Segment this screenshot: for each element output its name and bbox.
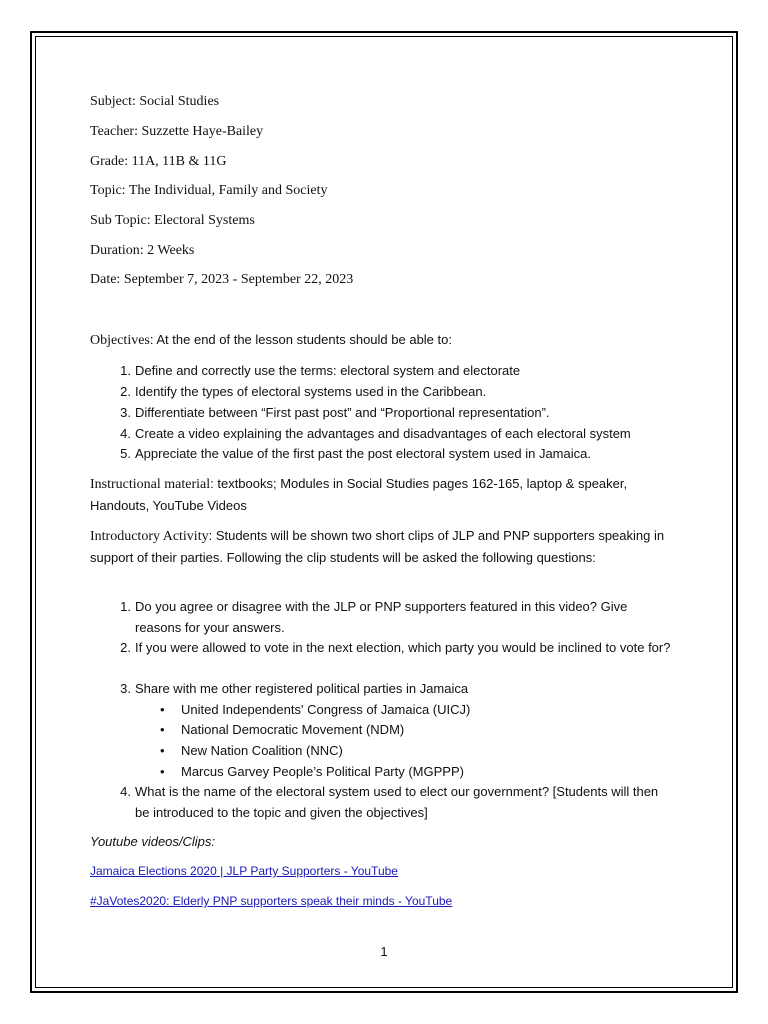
objectives-heading	[90, 331, 452, 349]
objective-item: 3. Differentiate between “First past post” and “Proportional representation”.	[120, 405, 550, 420]
introductory-activity	[90, 526, 675, 568]
objectives-intro: : At the end of the lesson students should be able to:	[149, 332, 452, 347]
jlp-video-link[interactable]: Jamaica Elections 2020 | JLP Party Supporters - YouTube	[90, 864, 398, 878]
pnp-video-link[interactable]: #JaVotes2020: Elderly PNP supporters speak their minds - YouTube	[90, 894, 453, 908]
duration-line: Duration: 2 Weeks	[90, 243, 195, 258]
instructional-text: : textbooks; Modules in Social Studies pages 162-165, laptop & speaker, Handouts, YouTube Videos	[90, 476, 628, 513]
objectives-label: Objectives	[90, 333, 150, 348]
party-item: • United Independents' Congress of Jamaica (UICJ)	[160, 702, 471, 717]
party-item: • National Democratic Movement (NDM)	[160, 722, 405, 737]
date-line: Date: September 7, 2023 - September 22, 2023	[90, 272, 354, 287]
objective-item: 5. Appreciate the value of the first past the post electoral system used in Jamaica.	[120, 446, 591, 461]
subject-line: Subject: Social Studies	[90, 94, 220, 109]
instructional-label: Instructional material	[90, 477, 211, 492]
grade-line: Grade: 11A, 11B & 11G	[90, 154, 227, 169]
videos-heading: Youtube videos/Clips:	[90, 834, 216, 849]
topic-line: Topic: The Individual, Family and Society	[90, 183, 328, 198]
subtopic-line: Sub Topic: Electoral Systems	[90, 213, 255, 228]
question-item: 4. What is the name of the electoral system used to elect our government? [Students will then be introduced to the topic and given the objectives]	[120, 784, 659, 820]
party-item: • Marcus Garvey People’s Political Party (MGPPP)	[160, 764, 464, 779]
introductory-text: : Students will be shown two short clips of JLP and PNP supporters speaking in support of their parties. Following the clip students will be asked the following questions:	[90, 528, 665, 565]
objective-item: 1. Define and correctly use the terms: electoral system and electorate	[120, 363, 521, 378]
objective-item: 4. Create a video explaining the advantages and disadvantages of each electoral system	[120, 426, 631, 441]
teacher-line: Teacher: Suzzette Haye-Bailey	[90, 124, 264, 139]
instructional-material	[90, 474, 675, 516]
page-number: 1	[380, 944, 388, 959]
question-item: 2. If you were allowed to vote in the next election, which party you would be inclined to vote for?	[120, 640, 671, 655]
question-item: 3. Share with me other registered political parties in Jamaica	[120, 681, 469, 696]
party-item: • New Nation Coalition (NNC)	[160, 743, 343, 758]
question-item: 1. Do you agree or disagree with the JLP or PNP supporters featured in this video? Give reasons for your answers.	[120, 599, 628, 635]
introductory-label: Introductory Activity	[90, 529, 209, 544]
objective-item: 2. Identify the types of electoral systems used in the Caribbean.	[120, 384, 487, 399]
